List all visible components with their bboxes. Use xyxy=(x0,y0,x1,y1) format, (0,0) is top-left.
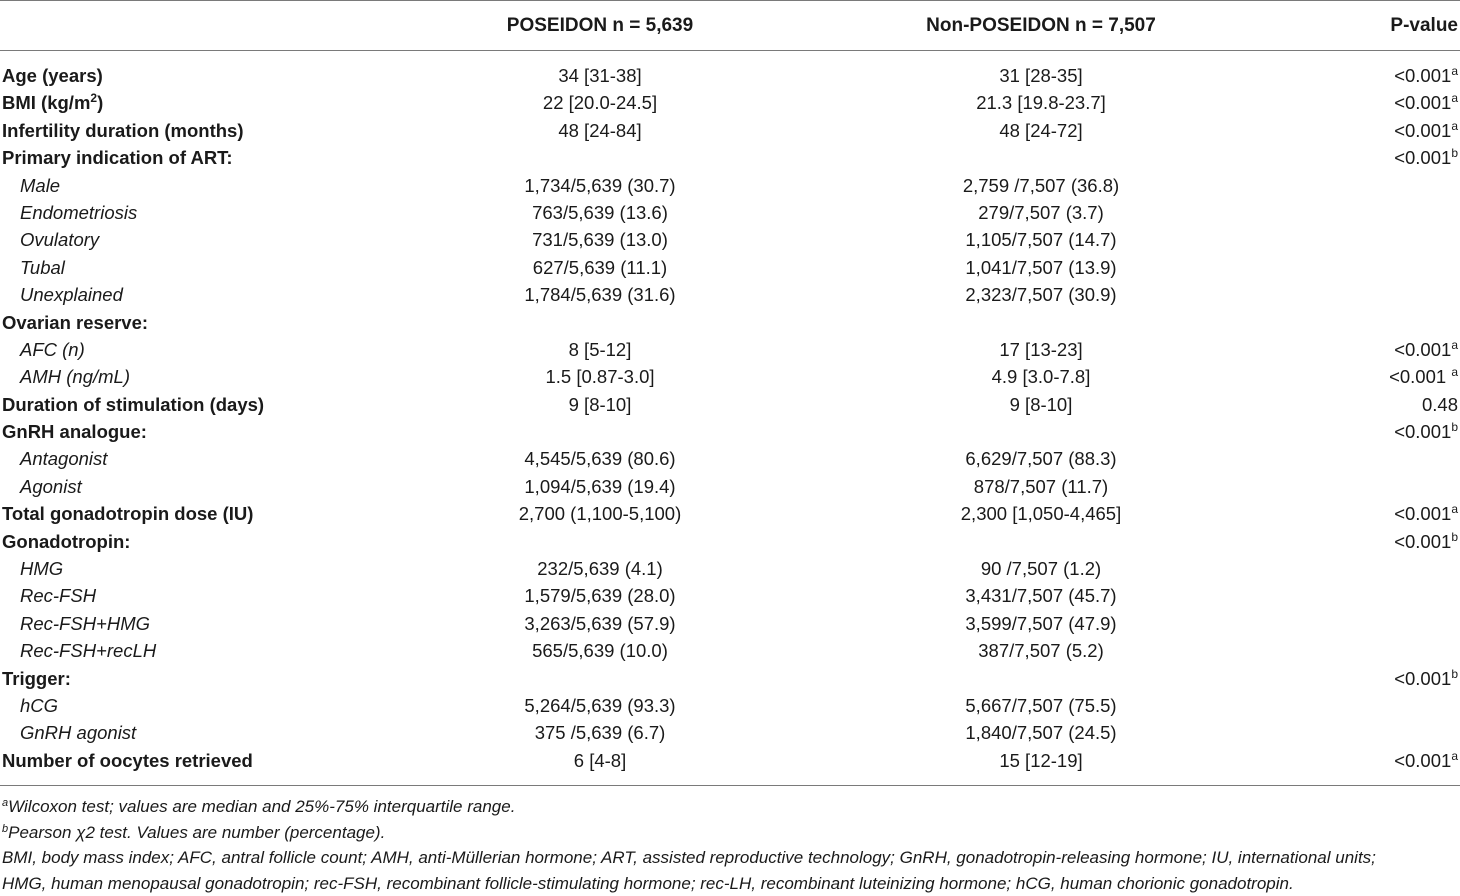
table-bottom-rule xyxy=(0,785,1460,786)
non-poseidon-value: 3,599/7,507 (47.9) xyxy=(965,610,1116,637)
p-value-footnote-marker: a xyxy=(1451,64,1458,78)
row-label xyxy=(20,336,85,363)
p-value-text: <0.001 xyxy=(1394,531,1451,552)
poseidon-value: 627/5,639 (11.1) xyxy=(533,254,667,281)
table-row xyxy=(0,117,1460,144)
p-value-text: <0.001 xyxy=(1394,750,1451,771)
footnote-text: Wilcoxon test; values are median and 25%-75% interquartile range. xyxy=(8,797,515,816)
p-value-footnote-marker: a xyxy=(1451,502,1458,516)
row-label-text: Ovulatory xyxy=(20,229,99,250)
table-row xyxy=(0,665,1460,692)
row-label-text: Unexplained xyxy=(20,284,123,305)
table-row xyxy=(0,226,1460,253)
row-label xyxy=(20,719,136,746)
row-label xyxy=(2,528,130,555)
table-row xyxy=(0,391,1460,418)
row-label xyxy=(2,500,253,527)
row-label-text: Agonist xyxy=(20,476,82,497)
footnote-marker: b xyxy=(2,823,8,835)
row-label-text: Ovarian reserve: xyxy=(2,312,148,333)
row-label xyxy=(20,555,63,582)
poseidon-value: 2,700 (1,100-5,100) xyxy=(519,500,682,527)
footnote-text: HMG, human menopausal gonadotropin; rec-FSH, recombinant follicle-stimulating hormone; rec-LH, recombinant luteinizing hormone; hCG, human chorionic gonadotropin. xyxy=(2,874,1294,893)
table-row xyxy=(0,555,1460,582)
table-row xyxy=(0,528,1460,555)
row-label xyxy=(2,391,264,418)
row-label-text: HMG xyxy=(20,558,63,579)
table-row xyxy=(0,336,1460,363)
non-poseidon-value: 90 /7,507 (1.2) xyxy=(981,555,1101,582)
row-label-text: Number of oocytes retrieved xyxy=(2,750,253,771)
header-rule xyxy=(0,50,1460,51)
row-label-text: Rec-FSH+HMG xyxy=(20,613,150,634)
p-value-text: <0.001 xyxy=(1394,339,1451,360)
row-label-text: Rec-FSH+recLH xyxy=(20,640,156,661)
footnotes xyxy=(2,794,1458,896)
row-label xyxy=(20,363,130,390)
row-label xyxy=(20,199,137,226)
row-label-text: Duration of stimulation (days) xyxy=(2,394,264,415)
row-label-text: BMI (kg/m xyxy=(2,92,90,113)
poseidon-value: 6 [4-8] xyxy=(574,747,626,774)
table-row xyxy=(0,445,1460,472)
non-poseidon-value: 1,840/7,507 (24.5) xyxy=(965,719,1116,746)
row-label xyxy=(20,254,65,281)
row-label-text: Gonadotropin: xyxy=(2,531,130,552)
table-row xyxy=(0,62,1460,89)
row-label-superscript: 2 xyxy=(90,91,97,105)
row-label-text: Trigger: xyxy=(2,668,71,689)
footnote xyxy=(2,794,1458,820)
footnote-text: BMI, body mass index; AFC, antral follicle count; AMH, anti-Müllerian hormone; ART, assisted reproductive technology; GnRH, gonadotropin-releasing hormone; IU, international units; xyxy=(2,848,1376,867)
poseidon-value: 9 [8-10] xyxy=(569,391,632,418)
row-label xyxy=(20,582,96,609)
row-label xyxy=(2,665,71,692)
row-label xyxy=(20,610,150,637)
p-value xyxy=(1422,391,1458,418)
row-label-text: Primary indication of ART: xyxy=(2,147,233,168)
table-row xyxy=(0,747,1460,774)
p-value-footnote-marker: a xyxy=(1451,338,1458,352)
row-label xyxy=(2,309,148,336)
table-body xyxy=(0,62,1460,774)
poseidon-value: 8 [5-12] xyxy=(569,336,632,363)
poseidon-value: 34 [31-38] xyxy=(558,62,641,89)
table-row xyxy=(0,719,1460,746)
non-poseidon-value: 1,041/7,507 (13.9) xyxy=(965,254,1116,281)
p-value xyxy=(1394,117,1458,144)
non-poseidon-value: 279/7,507 (3.7) xyxy=(978,199,1103,226)
row-label xyxy=(2,117,244,144)
poseidon-value: 1,094/5,639 (19.4) xyxy=(524,473,675,500)
poseidon-value: 22 [20.0-24.5] xyxy=(543,89,657,116)
p-value-text: <0.001 xyxy=(1394,120,1451,141)
table-row xyxy=(0,254,1460,281)
row-label xyxy=(20,637,156,664)
p-value xyxy=(1394,418,1458,445)
non-poseidon-value: 878/7,507 (11.7) xyxy=(974,473,1108,500)
row-label-suffix: ) xyxy=(97,92,103,113)
poseidon-value: 1.5 [0.87-3.0] xyxy=(545,363,654,390)
p-value xyxy=(1394,336,1458,363)
p-value-footnote-marker: b xyxy=(1451,667,1458,681)
row-label-text: Antagonist xyxy=(20,448,107,469)
row-label-text: GnRH analogue: xyxy=(2,421,147,442)
non-poseidon-value: 387/7,507 (5.2) xyxy=(978,637,1103,664)
non-poseidon-value: 2,323/7,507 (30.9) xyxy=(965,281,1116,308)
p-value-text: <0.001 xyxy=(1394,92,1451,113)
poseidon-value: 565/5,639 (10.0) xyxy=(532,637,668,664)
non-poseidon-value: 31 [28-35] xyxy=(999,62,1082,89)
non-poseidon-value: 5,667/7,507 (75.5) xyxy=(965,692,1116,719)
header-poseidon: POSEIDON n = 5,639 xyxy=(507,11,693,41)
poseidon-value: 48 [24-84] xyxy=(558,117,641,144)
row-label-text: GnRH agonist xyxy=(20,722,136,743)
row-label-text: Total gonadotropin dose (IU) xyxy=(2,503,253,524)
header-p-value: P-value xyxy=(1390,11,1458,41)
table-row xyxy=(0,582,1460,609)
p-value-text: <0.001 xyxy=(1389,366,1451,387)
row-label xyxy=(2,89,103,116)
p-value-footnote-marker: b xyxy=(1451,146,1458,160)
p-value xyxy=(1394,528,1458,555)
p-value-text: <0.001 xyxy=(1394,65,1451,86)
row-label xyxy=(20,692,58,719)
p-value-text: <0.001 xyxy=(1394,421,1451,442)
footnote-marker: a xyxy=(2,797,8,809)
non-poseidon-value: 6,629/7,507 (88.3) xyxy=(965,445,1116,472)
table-row xyxy=(0,637,1460,664)
p-value xyxy=(1394,665,1458,692)
poseidon-value: 763/5,639 (13.6) xyxy=(532,199,668,226)
row-label-text: AMH (ng/mL) xyxy=(20,366,130,387)
row-label xyxy=(20,473,82,500)
table-row xyxy=(0,309,1460,336)
non-poseidon-value: 21.3 [19.8-23.7] xyxy=(976,89,1106,116)
p-value-text: 0.48 xyxy=(1422,394,1458,415)
non-poseidon-value: 15 [12-19] xyxy=(999,747,1082,774)
table-row xyxy=(0,610,1460,637)
table-row xyxy=(0,281,1460,308)
row-label xyxy=(20,281,123,308)
p-value xyxy=(1389,363,1458,390)
p-value-footnote-marker: a xyxy=(1451,749,1458,763)
table-row xyxy=(0,473,1460,500)
p-value xyxy=(1394,89,1458,116)
p-value xyxy=(1394,62,1458,89)
non-poseidon-value: 2,300 [1,050-4,465] xyxy=(961,500,1121,527)
table-row xyxy=(0,418,1460,445)
row-label-text: Male xyxy=(20,175,60,196)
p-value xyxy=(1394,144,1458,171)
non-poseidon-value: 1,105/7,507 (14.7) xyxy=(965,226,1116,253)
table-row xyxy=(0,199,1460,226)
p-value-text: <0.001 xyxy=(1394,668,1451,689)
non-poseidon-value: 4.9 [3.0-7.8] xyxy=(992,363,1091,390)
header-non-poseidon: Non-POSEIDON n = 7,507 xyxy=(926,11,1156,41)
footnote xyxy=(2,871,1458,896)
poseidon-value: 1,579/5,639 (28.0) xyxy=(524,582,675,609)
table-row xyxy=(0,500,1460,527)
row-label xyxy=(2,418,147,445)
poseidon-value: 1,734/5,639 (30.7) xyxy=(524,172,675,199)
table-row xyxy=(0,89,1460,116)
row-label xyxy=(2,747,253,774)
non-poseidon-value: 2,759 /7,507 (36.8) xyxy=(963,172,1119,199)
row-label-text: AFC (n) xyxy=(20,339,85,360)
p-value-footnote-marker: a xyxy=(1451,365,1458,379)
table-row xyxy=(0,172,1460,199)
non-poseidon-value: 17 [13-23] xyxy=(999,336,1082,363)
row-label-text: Infertility duration (months) xyxy=(2,120,244,141)
poseidon-value: 731/5,639 (13.0) xyxy=(532,226,668,253)
p-value-footnote-marker: a xyxy=(1451,119,1458,133)
table-top-rule xyxy=(0,0,1460,1)
row-label xyxy=(20,226,99,253)
p-value-footnote-marker: b xyxy=(1451,420,1458,434)
row-label xyxy=(2,62,103,89)
p-value-text: <0.001 xyxy=(1394,147,1451,168)
poseidon-value: 1,784/5,639 (31.6) xyxy=(524,281,675,308)
p-value-footnote-marker: b xyxy=(1451,530,1458,544)
row-label-text: Tubal xyxy=(20,257,65,278)
row-label-text: Rec-FSH xyxy=(20,585,96,606)
row-label-text: Endometriosis xyxy=(20,202,137,223)
footnote xyxy=(2,820,1458,846)
row-label xyxy=(2,144,233,171)
p-value xyxy=(1394,747,1458,774)
row-label-text: Age (years) xyxy=(2,65,103,86)
poseidon-value: 375 /5,639 (6.7) xyxy=(535,719,666,746)
footnote xyxy=(2,845,1458,871)
poseidon-value: 4,545/5,639 (80.6) xyxy=(524,445,675,472)
poseidon-value: 3,263/5,639 (57.9) xyxy=(524,610,675,637)
non-poseidon-value: 9 [8-10] xyxy=(1010,391,1073,418)
row-label xyxy=(20,172,60,199)
row-label-text: hCG xyxy=(20,695,58,716)
non-poseidon-value: 3,431/7,507 (45.7) xyxy=(965,582,1116,609)
footnote-text: Pearson χ2 test. Values are number (percentage). xyxy=(8,823,385,842)
non-poseidon-value: 48 [24-72] xyxy=(999,117,1082,144)
row-label xyxy=(20,445,107,472)
table-row xyxy=(0,692,1460,719)
p-value xyxy=(1394,500,1458,527)
table-row xyxy=(0,363,1460,390)
p-value-text: <0.001 xyxy=(1394,503,1451,524)
poseidon-value: 232/5,639 (4.1) xyxy=(537,555,662,582)
poseidon-value: 5,264/5,639 (93.3) xyxy=(524,692,675,719)
table-row xyxy=(0,144,1460,171)
p-value-footnote-marker: a xyxy=(1451,91,1458,105)
